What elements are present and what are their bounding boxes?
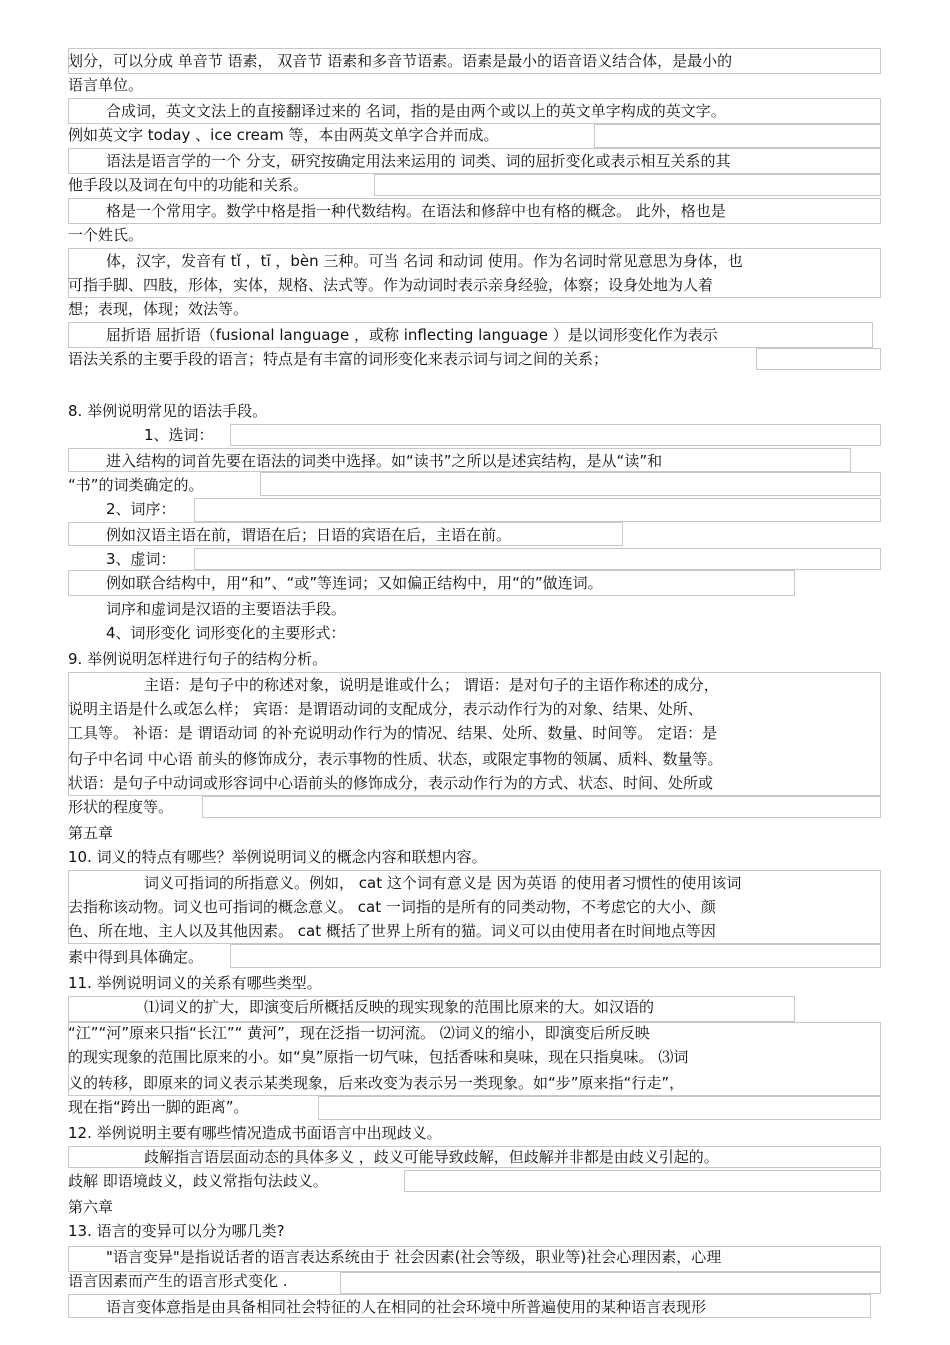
text-line: 例如英文字 today 、ice cream 等，本由两英文单字合并而成。 bbox=[68, 126, 499, 144]
text-line: 色、所在地、主人以及其他因素。 cat 概括了世界上所有的猫。词义可以由使用者在时间地点等因 bbox=[68, 922, 716, 940]
chapter-heading: 第五章 bbox=[68, 824, 114, 842]
question-heading: 11. 举例说明词义的关系有哪些类型。 bbox=[68, 974, 322, 992]
text-line: 义的转移，即原来的词义表示某类现象，后来改变为表示另一类现象。如“步”原来指“行走”， bbox=[68, 1074, 685, 1092]
text-line: 2、词序： bbox=[106, 500, 176, 518]
text-line: 可指手脚、四肢，形体，实体，规格、法式等。作为动词时表示亲身经验，体察；设身处地为人着 bbox=[68, 276, 714, 294]
text-line: 语言单位。 bbox=[68, 76, 144, 94]
question-heading: 9. 举例说明怎样进行句子的结构分析。 bbox=[68, 650, 328, 668]
text-line: 语法是语言学的一个 分支，研究按确定用法来运用的 词类、词的屈折变化或表示相互关系的其 bbox=[106, 152, 731, 170]
text-line: 想；表现，体现；效法等。 bbox=[68, 300, 249, 318]
question-heading: 13. 语言的变异可以分为哪几类? bbox=[68, 1222, 285, 1240]
text-line: 素中得到具体确定。 bbox=[68, 948, 204, 966]
text-line: ⑴词义的扩大，即演变后所概括反映的现实现象的范围比原来的大。如汉语的 bbox=[144, 998, 655, 1016]
text-line: 说明主语是什么或怎么样； 宾语：是谓语动词的支配成分，表示动作行为的对象、结果、处所、 bbox=[68, 700, 703, 718]
text-line: 词义可指词的所指意义。例如， cat 这个词有意义是 因为英语 的使用者习惯性的使用该词 bbox=[144, 874, 742, 892]
text-line: 例如汉语主语在前，谓语在后；日语的宾语在后，主语在前。 bbox=[106, 526, 512, 544]
text-line: 句子中名词 中心语 前头的修饰成分，表示事物的性质、状态，或限定事物的领属、质料、数量等。 bbox=[68, 750, 723, 768]
text-line: 语法关系的主要手段的语言；特点是有丰富的词形变化来表示词与词之间的关系； bbox=[68, 350, 609, 368]
text-line: 形状的程度等。 bbox=[68, 798, 174, 816]
text-line: 状语：是句子中动词或形容词中心语前头的修饰成分，表示动作行为的方式、状态、时间、处所或 bbox=[68, 774, 714, 792]
text-line: 例如联合结构中，用“和”、“或”等连词；又如偏正结构中，用“的”做连词。 bbox=[106, 574, 603, 592]
text-line: 词序和虚词是汉语的主要语法手段。 bbox=[106, 600, 347, 618]
text-line: 4、词形变化 词形变化的主要形式： bbox=[106, 624, 346, 642]
question-heading: 12. 举例说明主要有哪些情况造成书面语言中出现歧义。 bbox=[68, 1124, 442, 1142]
text-line: 格是一个常用字。数学中格是指一种代数结构。在语法和修辞中也有格的概念。 此外，格也是 bbox=[106, 202, 726, 220]
text-line: 划分，可以分成 单音节 语素， 双音节 语素和多音节语素。语素是最小的语音语义结合体，是最小的 bbox=[68, 52, 733, 70]
text-line: 合成词，英文文法上的直接翻译过来的 名词，指的是由两个或以上的英文单字构成的英文字。 bbox=[106, 102, 726, 120]
text-line: 语言因素而产生的语言形式变化 . bbox=[68, 1272, 288, 1290]
text-line: 现在指“跨出一脚的距离”。 bbox=[68, 1098, 249, 1116]
text-line: “书”的词类确定的。 bbox=[68, 476, 204, 494]
text-line: 屈折语 屈折语（fusional language ，或称 inflecting language ）是以词形变化作为表示 bbox=[106, 326, 718, 344]
text-line: 歧解指言语层面动态的具体多义 ，歧义可能导致歧解，但歧解并非都是由歧义引起的。 bbox=[144, 1148, 719, 1166]
text-line: 他手段以及词在句中的功能和关系。 bbox=[68, 176, 309, 194]
question-heading: 8. 举例说明常见的语法手段。 bbox=[68, 402, 268, 420]
text-line: 体，汉字，发音有 tǐ ，tī ，bèn 三种。可当 名词 和动词 使用。作为名词时常见意思为身体，也 bbox=[106, 252, 743, 270]
text-line: 1、选词： bbox=[144, 426, 214, 444]
text-line: 工具等。 补语：是 谓语动词 的补充说明动作行为的情况、结果、处所、数量、时间等。 定语：是 bbox=[68, 724, 718, 742]
text-line: 进入结构的词首先要在语法的词类中选择。如“读书”之所以是述宾结构，是从“读”和 bbox=[106, 452, 663, 470]
text-line: 歧解 即语境歧义，歧义常指句法歧义。 bbox=[68, 1172, 328, 1190]
text-line: "语言变异"是指说话者的语言表达系统由于 社会因素(社会等级，职业等)社会心理因素，心理 bbox=[106, 1248, 722, 1266]
text-line: 去指称该动物。词义也可指词的概念意义。 cat 一词指的是所有的同类动物，不考虑它的大小、颜 bbox=[68, 898, 716, 916]
text-line: 主语：是句子中的称述对象，说明是谁或什么； 谓语：是对句子的主语作称述的成分， bbox=[144, 676, 719, 694]
chapter-heading: 第六章 bbox=[68, 1198, 114, 1216]
text-line: 3、虚词： bbox=[106, 550, 176, 568]
text-line: 一个姓氏。 bbox=[68, 226, 144, 244]
text-line: “江”“河”原来只指“长江”“ 黄河”，现在泛指一切河流。 ⑵词义的缩小，即演变后所反映 bbox=[68, 1024, 650, 1042]
text-line: 的现实现象的范围比原来的小。如“臭”原指一切气味，包括香味和臭味，现在只指臭味。 ⑶词 bbox=[68, 1048, 689, 1066]
question-heading: 10. 词义的特点有哪些？举例说明词义的概念内容和联想内容。 bbox=[68, 848, 487, 866]
text-line: 语言变体意指是由具备相同社会特征的人在相同的社会环境中所普遍使用的某种语言表现形 bbox=[106, 1298, 707, 1316]
